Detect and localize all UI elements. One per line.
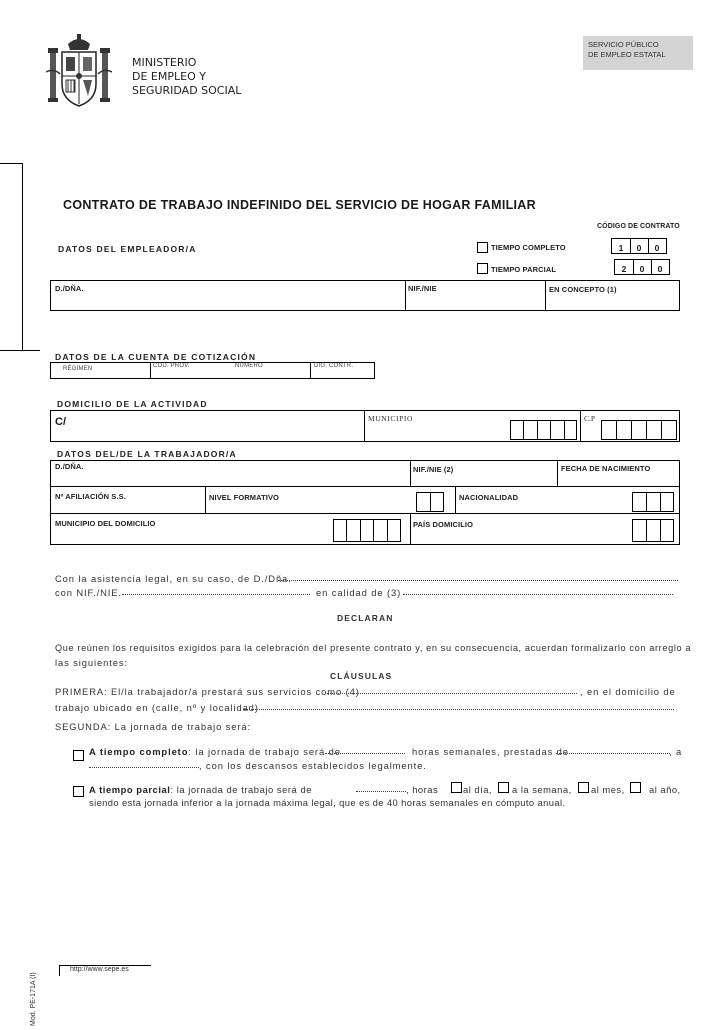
employer-concept-input[interactable]	[548, 295, 678, 309]
postal-code-label: C.P	[584, 414, 596, 423]
full-time-to-text: , a	[669, 746, 683, 757]
cell-divider	[616, 420, 617, 440]
cell-divider	[387, 519, 388, 542]
cell-divider	[631, 420, 632, 440]
full-time-label: TIEMPO COMPLETO	[491, 243, 566, 252]
nationality-label: NACIONALIDAD	[459, 493, 519, 502]
first-clause-domicile-text: , en el domicilio de	[580, 686, 676, 697]
nationality-code-input[interactable]	[632, 492, 674, 512]
municipality-label: MUNICIPIO	[368, 414, 413, 423]
page-title: CONTRATO DE TRABAJO INDEFINIDO DEL SERVICIO DE HOGAR FAMILIAR	[63, 198, 536, 212]
declare-heading: DECLARAN	[337, 613, 394, 623]
cell-divider	[430, 492, 431, 512]
field-divider	[410, 513, 411, 545]
assistance-text: Con la asistencia legal, en su caso, de D./Dña.	[55, 573, 292, 584]
model-code	[30, 968, 42, 1028]
cell-divider	[646, 492, 647, 512]
cell-divider	[660, 492, 661, 512]
second-clause-text: SEGUNDA: La jornada de trabajo será:	[55, 721, 252, 732]
worker-country-code-input[interactable]	[632, 519, 674, 542]
cell-divider	[537, 420, 538, 440]
assistance-name-input[interactable]	[278, 580, 678, 581]
field-divider	[410, 460, 411, 486]
employer-name-label: D./DÑA.	[55, 284, 84, 293]
full-time-rest-text: , con los descansos establecidos legalmente.	[199, 760, 427, 771]
field-divider	[557, 460, 558, 486]
field-divider	[150, 362, 151, 379]
cell-divider	[564, 420, 565, 440]
ministry-line: MINISTERIO	[132, 56, 197, 69]
field-divider	[545, 280, 546, 311]
full-time-option-title: A tiempo completo	[89, 746, 189, 757]
margin-mark	[0, 350, 40, 351]
ss-number-label: Nº AFILIACIÓN S.S.	[55, 492, 126, 501]
worker-name-input[interactable]	[52, 472, 407, 485]
field-divider	[205, 486, 206, 513]
margin-mark	[0, 163, 22, 164]
first-clause-text: PRIMERA: El/la trabajador/a prestará sus servicios como (4)	[55, 686, 360, 697]
part-time-label: TIEMPO PARCIAL	[491, 265, 557, 274]
street-label: C/	[55, 416, 66, 428]
assistance-line-1	[55, 573, 292, 584]
full-time-hours-input[interactable]	[325, 753, 405, 754]
number-label: NÚMERO	[235, 363, 263, 369]
cell-divider	[660, 519, 661, 542]
agency-line: DE EMPLEO ESTATAL	[588, 50, 666, 59]
cell-divider	[646, 420, 647, 440]
full-time-option-text: : la jornada de trabajo será de	[188, 746, 341, 757]
assistance-capacity-input[interactable]	[403, 594, 673, 595]
employer-name-input[interactable]	[52, 293, 402, 309]
code-digit: 0	[654, 243, 660, 253]
employer-nif-input[interactable]	[408, 293, 542, 309]
employer-concept-label: EN CONCEPTO (1)	[549, 285, 617, 294]
clauses-heading: CLÁUSULAS	[330, 671, 393, 681]
check-digit-label: DIG. CONTR.	[314, 363, 354, 369]
cell-divider	[646, 519, 647, 542]
regime-label: RÉGIMEN	[63, 366, 93, 372]
code-digit: 0	[657, 264, 663, 274]
province-label: COD. PROV.	[153, 363, 190, 369]
per-day-label: al día,	[463, 784, 493, 795]
contract-code-label: CÓDIGO DE CONTRATO	[597, 223, 680, 230]
code-digit: 2	[621, 264, 627, 274]
worker-nif-label: NIF./NIE (2)	[413, 465, 454, 474]
full-time-option-checkbox[interactable]	[73, 750, 84, 761]
part-time-option-line-1	[89, 784, 312, 795]
part-time-checkbox[interactable]	[477, 263, 488, 274]
employer-nif-label: NIF./NIE	[408, 284, 437, 293]
part-time-hours-text: , horas	[406, 784, 439, 795]
postal-code-input[interactable]	[601, 420, 677, 440]
footer-url[interactable]: http://www.sepe.es	[70, 966, 129, 973]
assistance-capacity-text: en calidad de (3)	[316, 587, 402, 598]
code-digit: 1	[618, 243, 624, 253]
per-month-checkbox[interactable]	[578, 782, 589, 793]
field-divider	[455, 486, 456, 513]
field-divider	[364, 410, 365, 442]
cell-divider	[346, 519, 347, 542]
field-divider	[405, 280, 406, 311]
worker-municipality-label: MUNICIPIO DEL DOMICILIO	[55, 519, 156, 528]
cell-divider	[360, 519, 361, 542]
employer-section-title: DATOS DEL EMPLEADOR/A	[58, 244, 197, 254]
full-time-to-input[interactable]	[89, 767, 199, 768]
municipality-code-input[interactable]	[510, 420, 577, 440]
full-time-checkbox[interactable]	[477, 242, 488, 253]
education-label: NIVEL FORMATIVO	[209, 493, 279, 502]
field-divider	[310, 362, 311, 379]
agency-box	[583, 36, 693, 70]
row-divider	[50, 513, 680, 514]
assistance-line-2	[55, 587, 122, 598]
coat-of-arms-icon	[46, 34, 112, 112]
code-digit: 0	[636, 243, 642, 253]
per-week-checkbox[interactable]	[498, 782, 509, 793]
per-day-checkbox[interactable]	[451, 782, 462, 793]
full-time-weekly-text: horas semanales, prestadas de	[412, 746, 569, 757]
cell-divider	[523, 420, 524, 440]
assistance-nif-input[interactable]	[122, 594, 310, 595]
margin-mark	[22, 163, 23, 350]
model-code-text: Mod. PE-171A (I)	[30, 972, 37, 1026]
part-time-option-line-2: siendo esta jornada inferior a la jornada máxima legal, que es de 40 horas semanales en cómputo anual.	[89, 797, 566, 808]
per-year-checkbox[interactable]	[630, 782, 641, 793]
declare-line-1: Que reúnen los requisitos exigidos para la celebración del presente contrato y, en su consecuencia, acuerdan formalizarlo con arreglo a	[55, 643, 692, 653]
part-time-option-title: A tiempo parcial	[89, 784, 171, 795]
part-time-option-checkbox[interactable]	[73, 786, 84, 797]
ministry-line: SEGURIDAD SOCIAL	[132, 84, 242, 97]
per-year-label: al año,	[649, 784, 681, 795]
worker-country-label: PAÍS DOMICILIO	[413, 520, 474, 529]
first-clause-address-text: trabajo ubicado en (calle, nº y localidad)	[55, 702, 259, 713]
per-month-label: al mes,	[591, 784, 625, 795]
full-time-option-line-1	[89, 746, 341, 757]
cell-divider	[550, 420, 551, 440]
row-divider	[50, 486, 680, 487]
worker-name-label: D./DÑA.	[55, 462, 84, 471]
worker-section-title: DATOS DEL/DE LA TRABAJADOR/A	[57, 449, 237, 459]
first-clause-role-input[interactable]	[327, 693, 577, 694]
activity-section-title: DOMICILIO DE LA ACTIVIDAD	[57, 399, 208, 409]
ministry-line: DE EMPLEO Y	[132, 70, 206, 83]
cell-divider	[373, 519, 374, 542]
cell-divider	[661, 420, 662, 440]
worker-municipality-code-input[interactable]	[333, 519, 401, 542]
ministry-name	[132, 56, 241, 98]
field-divider	[580, 410, 581, 442]
declare-line-2: las siguientes:	[55, 657, 128, 668]
full-time-from-input[interactable]	[556, 753, 670, 754]
part-time-option-text: : la jornada de trabajo será de	[170, 784, 313, 795]
assistance-nif-text: con NIF./NIE.	[55, 587, 122, 598]
agency-line: SERVICIO PÚBLICO	[588, 40, 659, 49]
first-clause-address-input[interactable]	[244, 709, 674, 710]
worker-birth-label: FECHA DE NACIMIENTO	[561, 464, 651, 473]
contribution-section-title: DATOS DE LA CUENTA DE COTIZACIÓN	[55, 352, 257, 362]
street-input[interactable]	[70, 414, 360, 438]
part-time-hours-input[interactable]	[356, 791, 406, 792]
per-week-label: a la semana,	[512, 784, 572, 795]
code-digit: 0	[639, 264, 645, 274]
